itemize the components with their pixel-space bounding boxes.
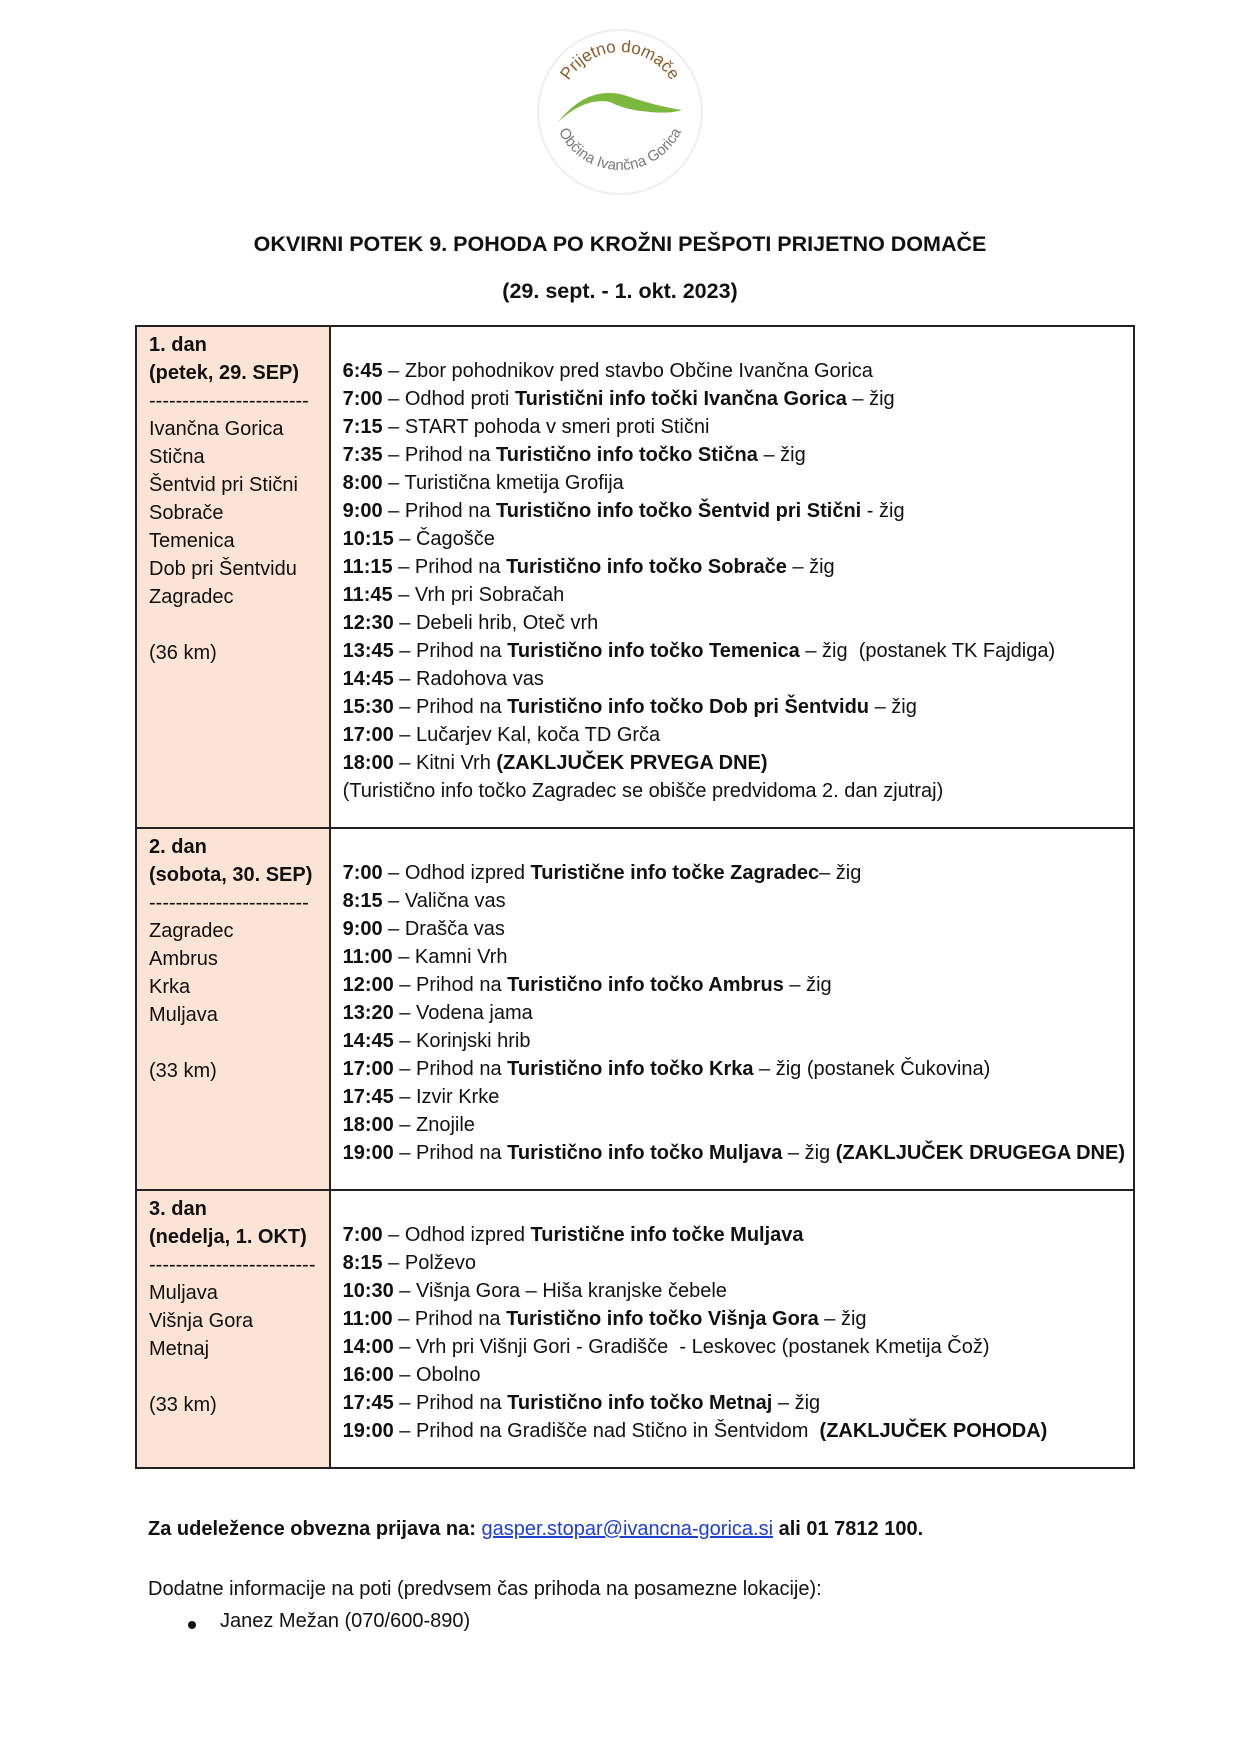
item-time: 17:45: [342, 1392, 394, 1414]
item-bold: Turistično info točko Sobrače: [506, 556, 787, 578]
item-time: 9:00: [342, 918, 383, 940]
place-item: Muljava: [149, 1282, 218, 1304]
day-date: (sobota, 30. SEP): [149, 864, 313, 886]
item-time: 7:35: [342, 444, 383, 466]
item-time: 14:45: [342, 1030, 394, 1052]
page-subtitle: (29. sept. - 1. okt. 2023): [502, 279, 738, 303]
day-label: 1. dan: [149, 334, 207, 356]
place-item: Ivančna Gorica: [149, 418, 284, 440]
item-time: 7:00: [342, 1224, 383, 1246]
day-summary-cell: [136, 326, 330, 828]
place-item: Dob pri Šentvidu: [149, 558, 297, 580]
schedule-item: [343, 497, 1125, 525]
item-time: 8:00: [342, 472, 383, 494]
item-text: Prihod na: [415, 974, 508, 996]
item-post: - žig: [861, 500, 905, 522]
schedule-item: [343, 525, 1125, 553]
item-time: 13:20: [342, 1002, 394, 1024]
item-text: Vrh pri Sobračah: [414, 584, 565, 606]
item-sep: –: [382, 890, 405, 912]
item-text: START pohoda v smeri proti Stični: [404, 416, 710, 438]
item-time: 6:45: [342, 360, 383, 382]
item-post: – žig (postanek Čukovina): [753, 1058, 991, 1080]
schedule-item: [343, 1083, 1125, 1111]
place-item: Zagradec: [149, 586, 234, 608]
day-date: (nedelja, 1. OKT): [149, 1226, 307, 1248]
item-sep: –: [393, 612, 416, 634]
item-bold: Turistično info točko Dob pri Šentvidu: [507, 696, 870, 718]
item-time: 11:45: [342, 584, 393, 606]
item-bold: Turistično info točko Stična: [496, 444, 758, 466]
item-time: 17:00: [342, 724, 394, 746]
item-post: – žig: [846, 388, 895, 410]
place-item: Muljava: [149, 1004, 218, 1026]
item-text: Odhod izpred: [404, 862, 531, 884]
item-text: Izvir Krke: [415, 1086, 500, 1108]
schedule-item: [343, 441, 1125, 469]
registration-line: [148, 1518, 923, 1541]
item-post: – žig: [783, 974, 832, 996]
item-bold: Turistični info točki Ivančna Gorica: [514, 388, 847, 410]
item-time: 13:45: [342, 640, 394, 662]
item-time: 11:15: [342, 556, 393, 578]
schedule-item: [343, 469, 1125, 497]
schedule-item: [343, 413, 1125, 441]
item-text: Odhod izpred: [404, 1224, 531, 1246]
item-text: Vodena jama: [415, 1002, 533, 1024]
place-item: Metnaj: [149, 1338, 210, 1360]
item-sep: –: [382, 416, 405, 438]
item-time: 10:30: [342, 1280, 394, 1302]
item-post: – žig: [782, 1142, 836, 1164]
item-sep: –: [393, 1364, 416, 1386]
item-sep: –: [382, 500, 405, 522]
day-schedule-cell: [330, 828, 1134, 1190]
item-time: 11:00: [342, 1308, 393, 1330]
item-sep: –: [392, 946, 415, 968]
day-row: [136, 1190, 1134, 1468]
schedule-item: [343, 581, 1125, 609]
item-bold: Turistične info točke Muljava: [530, 1224, 804, 1246]
item-bold: (ZAKLJUČEK PRVEGA DNE): [496, 752, 768, 774]
item-sep: –: [393, 724, 416, 746]
schedule-item: [343, 777, 1125, 805]
item-sep: –: [393, 1392, 416, 1414]
day-label: 2. dan: [149, 836, 207, 858]
item-time: 7:00: [342, 388, 383, 410]
item-text: Odhod proti: [404, 388, 515, 410]
item-post: – žig: [786, 556, 835, 578]
item-bold: Turistično info točko Metnaj: [507, 1392, 773, 1414]
day-date: (petek, 29. SEP): [149, 362, 300, 384]
day-summary-cell: [136, 1190, 330, 1468]
schedule-item: [343, 1249, 1125, 1277]
item-sep: –: [393, 1142, 416, 1164]
day-row: [136, 326, 1134, 828]
item-text: Višnja Gora – Hiša kranjske čebele: [415, 1280, 727, 1302]
schedule-item: [343, 1417, 1125, 1445]
schedule-item: [343, 749, 1125, 777]
item-sep: –: [393, 1030, 416, 1052]
logo: [530, 22, 710, 202]
item-text: Lučarjev Kal, koča TD Grča: [415, 724, 661, 746]
item-bold: Turistično info točko Muljava: [507, 1142, 783, 1164]
item-post: – žig: [772, 1392, 821, 1414]
item-sep: –: [382, 1252, 405, 1274]
schedule-item: [343, 859, 1125, 887]
schedule-item: [343, 887, 1125, 915]
item-time: 14:45: [342, 668, 394, 690]
item-post: – žig: [869, 696, 917, 718]
schedule-item: [343, 943, 1125, 971]
day-distance: (33 km): [149, 1060, 217, 1082]
schedule-item: [343, 1111, 1125, 1139]
item-text: Prihod na: [415, 1392, 508, 1414]
item-sep: –: [393, 640, 416, 662]
item-post: – žig (postanek TK Fajdiga): [799, 640, 1056, 662]
day-distance: (33 km): [149, 1394, 217, 1416]
item-sep: –: [392, 584, 415, 606]
item-bold: Turistično info točko Temenica: [507, 640, 800, 662]
schedule-item: [343, 971, 1125, 999]
day-schedule-cell: [330, 326, 1134, 828]
item-text: Prihod na: [404, 500, 497, 522]
schedule-item: [343, 1361, 1125, 1389]
day-schedule-cell: [330, 1190, 1134, 1468]
item-bold: Turistično info točko Ambrus: [507, 974, 784, 996]
item-time: 12:00: [342, 974, 394, 996]
item-text: Vrh pri Višnji Gori - Gradišče - Leskovec (postanek Kmetija Čož): [415, 1336, 990, 1358]
schedule-item: [343, 1027, 1125, 1055]
item-sep: –: [393, 1002, 416, 1024]
item-text: Prihod na: [415, 640, 508, 662]
item-sep: –: [392, 556, 415, 578]
registration-email-link[interactable]: gasper.stopar@ivancna-gorica.si: [481, 1518, 774, 1540]
item-time: 12:30: [342, 612, 394, 634]
item-time: 19:00: [342, 1142, 394, 1164]
item-text: Drašča vas: [404, 918, 505, 940]
item-post: – žig: [819, 862, 862, 884]
item-text: Prihod na: [415, 696, 508, 718]
schedule-item: [343, 999, 1125, 1027]
item-text: (Turistično info točko Zagradec se obišče predvidoma 2. dan zjutraj): [342, 780, 944, 802]
registration-suffix: ali 01 7812 100.: [773, 1518, 924, 1540]
item-sep: –: [393, 974, 416, 996]
item-sep: –: [393, 1336, 416, 1358]
item-text: Prihod na: [414, 1308, 507, 1330]
day-divider: -------------------------: [149, 1254, 316, 1276]
item-time: 14:00: [342, 1336, 394, 1358]
item-text: Kamni Vrh: [414, 946, 508, 968]
schedule-item: [343, 553, 1125, 581]
item-time: 16:00: [342, 1364, 394, 1386]
item-sep: –: [382, 862, 405, 884]
item-time: 8:15: [342, 1252, 383, 1274]
page-title: OKVIRNI POTEK 9. POHODA PO KROŽNI PEŠPOTI PRIJETNO DOMAČE: [253, 232, 987, 256]
item-sep: –: [382, 444, 405, 466]
item-time: 9:00: [342, 500, 383, 522]
item-text: Prihod na: [414, 556, 507, 578]
item-bold: Turistično info točko Višnja Gora: [506, 1308, 819, 1330]
item-time: 8:15: [342, 890, 383, 912]
contact-list-item: Janez Mežan (070/600-890): [220, 1610, 471, 1632]
place-item: Zagradec: [149, 920, 234, 942]
item-sep: –: [393, 1086, 416, 1108]
item-time: 19:00: [342, 1420, 394, 1442]
item-bold: Turistično info točko Krka: [507, 1058, 754, 1080]
item-sep: –: [393, 696, 416, 718]
item-time: 7:00: [342, 862, 383, 884]
item-sep: –: [382, 918, 405, 940]
schedule-item: [343, 721, 1125, 749]
schedule-item: [343, 1389, 1125, 1417]
item-time: 7:15: [342, 416, 383, 438]
schedule-item: [343, 1277, 1125, 1305]
item-text: Znojile: [415, 1114, 475, 1136]
item-sep: –: [393, 1420, 416, 1442]
item-text: Prihod na: [415, 1058, 508, 1080]
item-post: – žig: [757, 444, 806, 466]
item-post: – žig: [818, 1308, 867, 1330]
item-text: Prihod na: [415, 1142, 508, 1164]
extra-info: Dodatne informacije na poti (predvsem čas prihoda na posamezne lokacije):: [148, 1578, 822, 1600]
item-sep: –: [393, 1280, 416, 1302]
item-sep: –: [382, 360, 405, 382]
day-summary-cell: [136, 828, 330, 1190]
item-text: Turistična kmetija Grofija: [404, 472, 624, 494]
item-time: 17:45: [342, 1086, 394, 1108]
item-sep: –: [393, 752, 416, 774]
item-sep: –: [382, 1224, 405, 1246]
schedule-table: [135, 325, 1135, 1469]
item-sep: –: [382, 472, 405, 494]
place-item: Temenica: [149, 530, 235, 552]
place-item: Stična: [149, 446, 205, 468]
item-text: Korinjski hrib: [415, 1030, 531, 1052]
schedule-item: [343, 1055, 1125, 1083]
item-time: 10:15: [342, 528, 394, 550]
item-text: Čagošče: [415, 528, 495, 550]
item-sep: –: [393, 1058, 416, 1080]
item-time: 17:00: [342, 1058, 394, 1080]
schedule-item: [343, 1221, 1125, 1249]
schedule-item: [343, 609, 1125, 637]
place-item: Krka: [149, 976, 191, 998]
item-text: Kitni Vrh: [415, 752, 497, 774]
item-sep: –: [393, 1114, 416, 1136]
item-text: Radohova vas: [415, 668, 544, 690]
schedule-item: [343, 693, 1125, 721]
item-text: Zbor pohodnikov pred stavbo Občine Ivančna Gorica: [404, 360, 873, 382]
schedule-item: [343, 357, 1125, 385]
item-text: Prihod na: [404, 444, 497, 466]
schedule-item: [343, 1305, 1125, 1333]
item-time: 18:00: [342, 752, 394, 774]
day-distance: (36 km): [149, 642, 217, 664]
item-sep: –: [392, 1308, 415, 1330]
day-divider: ------------------------: [149, 390, 309, 412]
item-sep: –: [382, 388, 405, 410]
schedule-item: [343, 385, 1125, 413]
place-item: Šentvid pri Stični: [149, 474, 298, 496]
item-text: Debeli hrib, Oteč vrh: [415, 612, 599, 634]
item-sep: –: [393, 668, 416, 690]
item-time: 15:30: [342, 696, 394, 718]
schedule-item: [343, 1333, 1125, 1361]
day-divider: ------------------------: [149, 892, 309, 914]
schedule-item: [343, 637, 1125, 665]
item-text: Obolno: [415, 1364, 481, 1386]
schedule-item: [343, 915, 1125, 943]
day-row: [136, 828, 1134, 1190]
item-time: 11:00: [342, 946, 393, 968]
item-bold: Turistično info točko Šentvid pri Stični: [496, 500, 862, 522]
item-sep: –: [393, 528, 416, 550]
logo-top-text: Prijetno domače: [556, 36, 684, 84]
item-bold: (ZAKLJUČEK POHODA): [819, 1420, 1048, 1442]
item-text: Prihod na Gradišče nad Stično in Šentvidom: [415, 1420, 820, 1442]
place-item: Višnja Gora: [149, 1310, 254, 1332]
schedule-item: [343, 665, 1125, 693]
logo-bottom-text: Občina Ivančna Gorica: [554, 124, 685, 175]
item-bold-2: (ZAKLJUČEK DRUGEGA DNE): [835, 1142, 1125, 1164]
item-text: Valična vas: [404, 890, 506, 912]
item-text: Polževo: [404, 1252, 477, 1274]
place-item: Ambrus: [149, 948, 218, 970]
item-time: 18:00: [342, 1114, 394, 1136]
place-item: Sobrače: [149, 502, 224, 524]
item-bold: Turistične info točke Zagradec: [530, 862, 820, 884]
registration-prefix: Za udeležence obvezna prijava na:: [148, 1518, 482, 1540]
day-label: 3. dan: [149, 1198, 207, 1220]
schedule-item: [343, 1139, 1125, 1167]
